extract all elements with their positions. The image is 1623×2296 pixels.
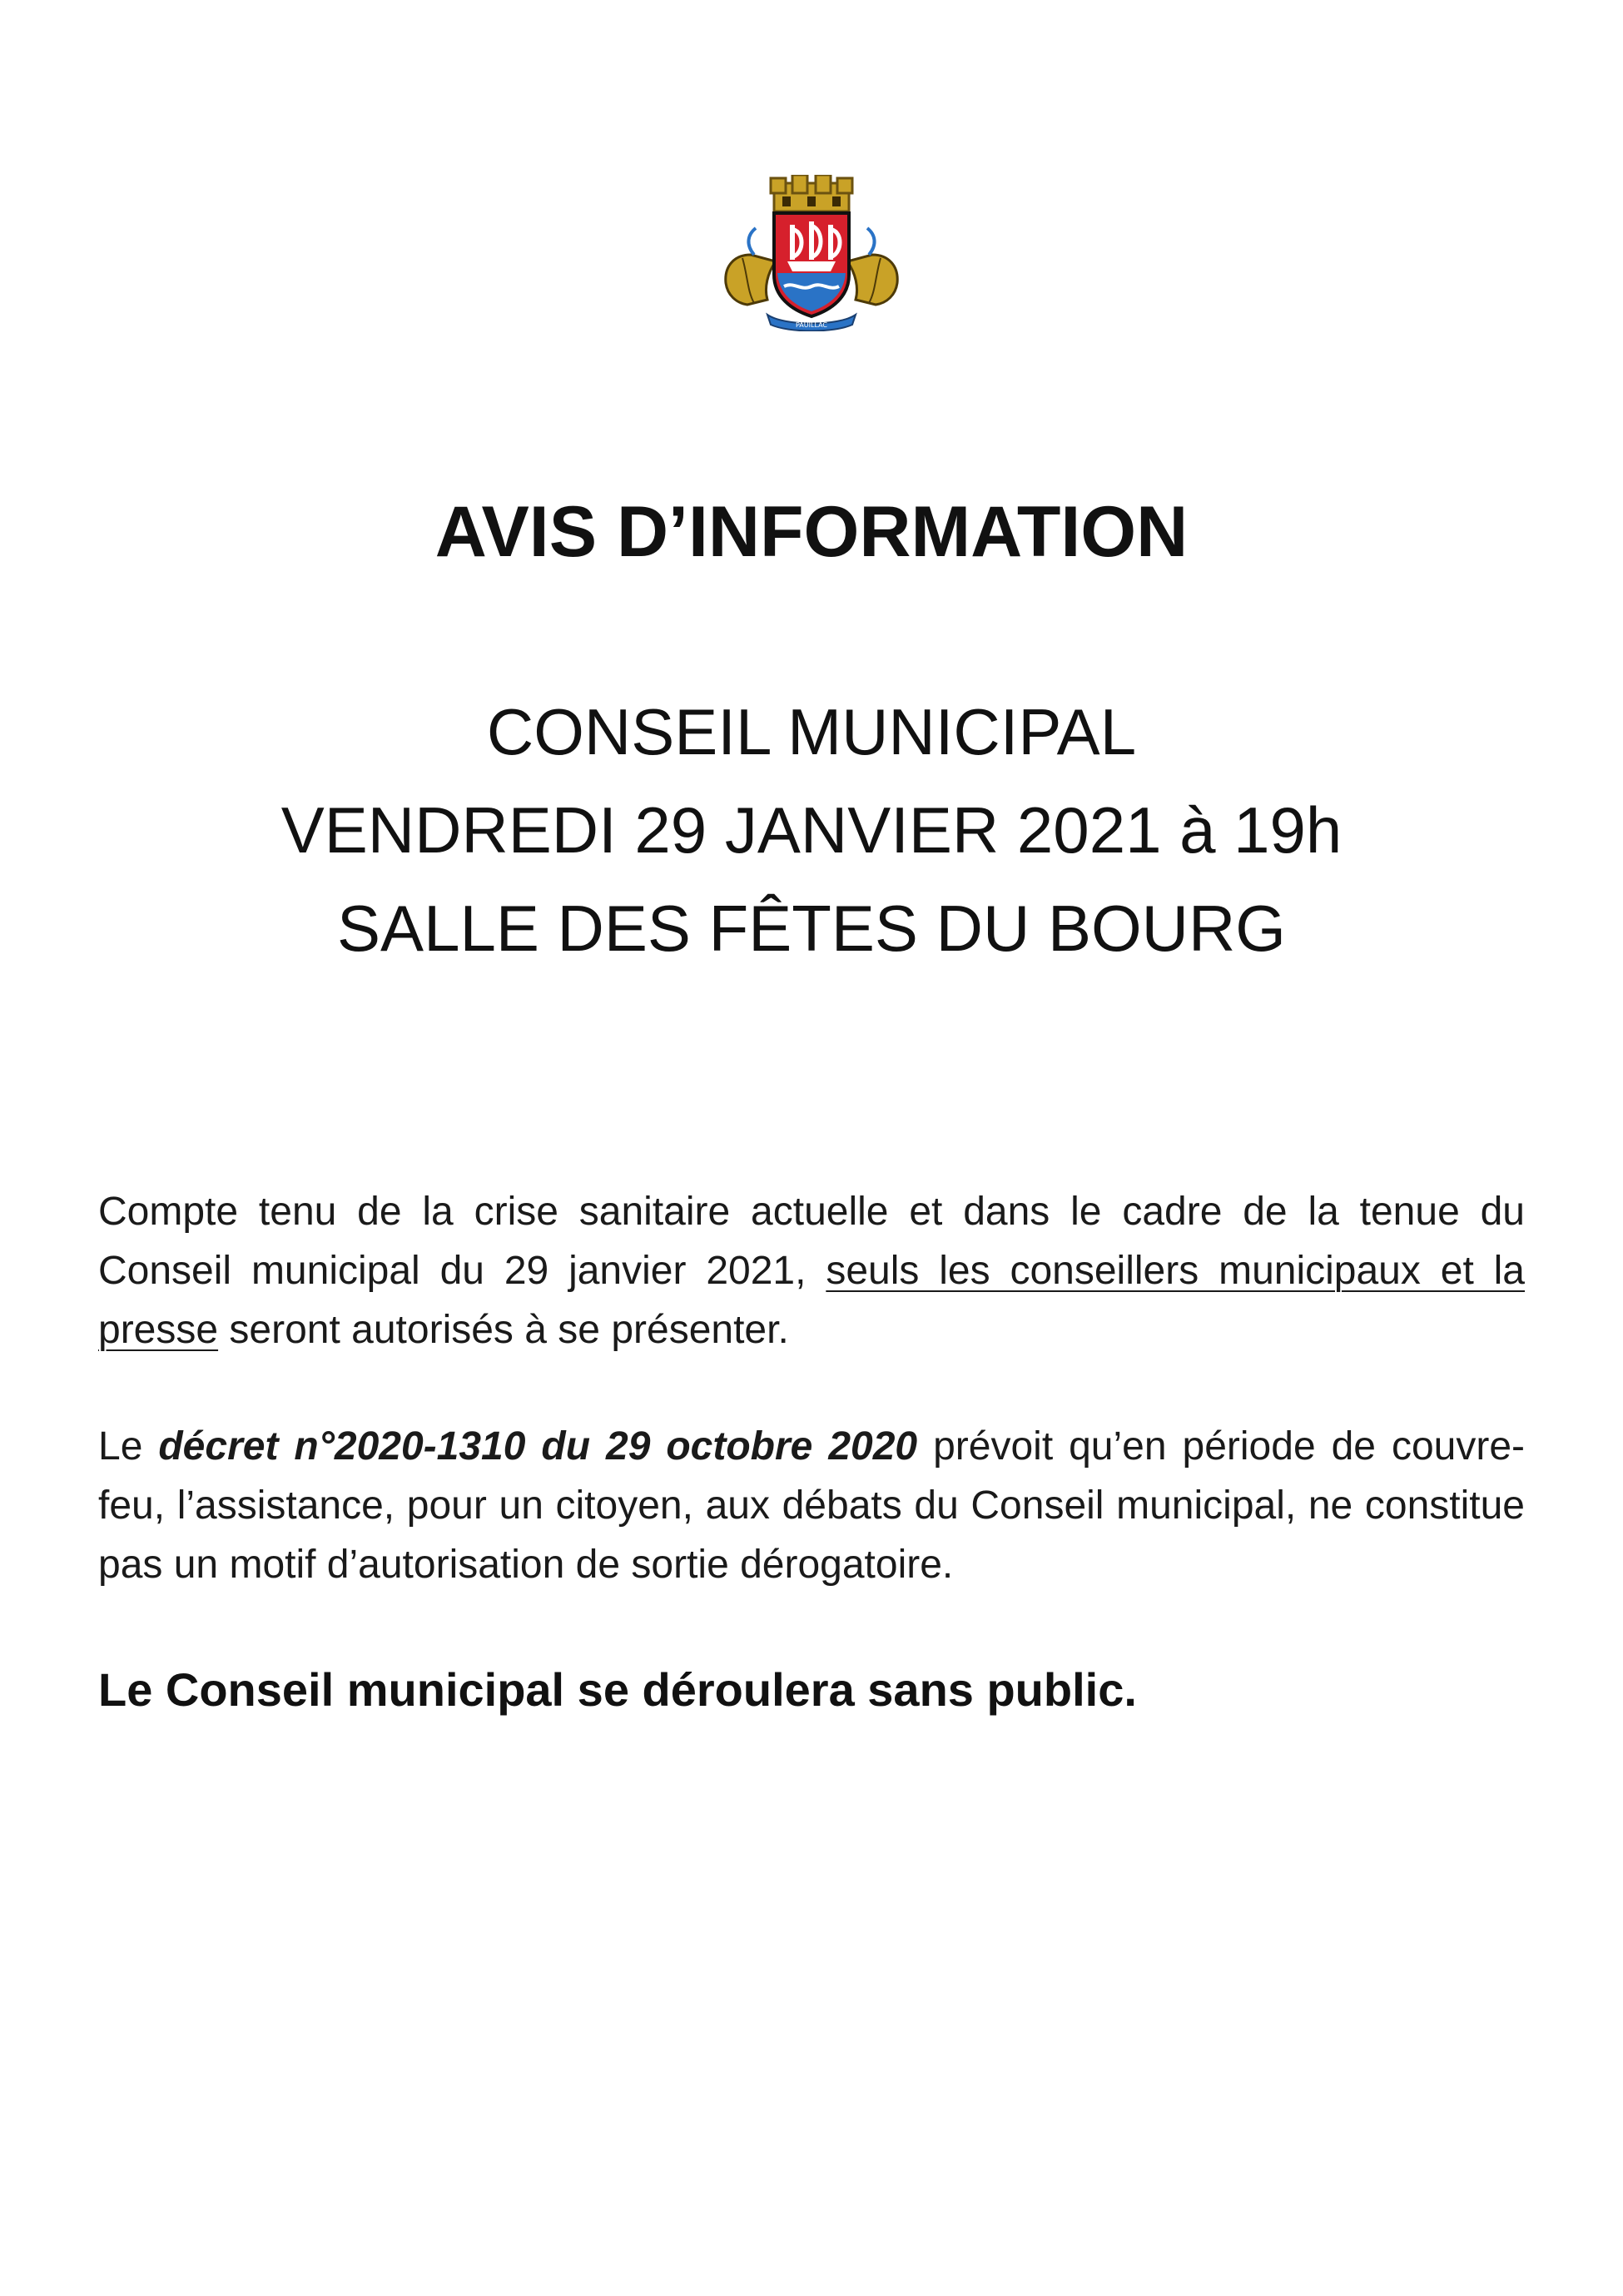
banner-text: PAUILLAC bbox=[795, 321, 828, 329]
meeting-line-venue: SALLE DES FÊTES DU BOURG bbox=[337, 892, 1286, 965]
shield-icon bbox=[774, 213, 849, 316]
paragraph2-decree-reference: décret n°2020-1310 du 29 octobre 2020 bbox=[158, 1424, 918, 1469]
paragraph1-underlined: seuls les conseillers municipaux et la presse bbox=[98, 1249, 1526, 1352]
meeting-line-council: CONSEIL MUNICIPAL bbox=[486, 695, 1137, 768]
paragraph2-after: prévoit qu’en période de couvre-feu, l’assistance, pour un citoyen, aux débats du Conseil municipal, ne constitue pas un motif d’autorisation de sortie dérogatoire. bbox=[98, 1424, 1526, 1587]
cornucopia-left-icon bbox=[726, 228, 776, 305]
meeting-details bbox=[0, 683, 1623, 977]
meeting-line-date: VENDREDI 29 JANVIER 2021 à 19h bbox=[280, 793, 1343, 867]
municipal-coat-of-arms-icon bbox=[717, 175, 906, 331]
cornucopia-right-icon bbox=[847, 228, 897, 305]
paragraph-decree bbox=[98, 1417, 1525, 1594]
paragraph-access-restriction bbox=[98, 1182, 1525, 1359]
notice-title: AVIS D’INFORMATION bbox=[434, 492, 1189, 572]
paragraph2-before: Le bbox=[98, 1424, 159, 1469]
paragraph1-before: Compte tenu de la crise sanitaire actuelle et dans le cadre de la tenue du Conseil municipal du 29 janvier 2021, bbox=[98, 1190, 1525, 1293]
conclusion-statement: Le Conseil municipal se déroulera sans public. bbox=[98, 1663, 1137, 1716]
paragraph1-after: seront autorisés à se présenter. bbox=[218, 1308, 789, 1352]
crown-icon bbox=[771, 175, 852, 211]
